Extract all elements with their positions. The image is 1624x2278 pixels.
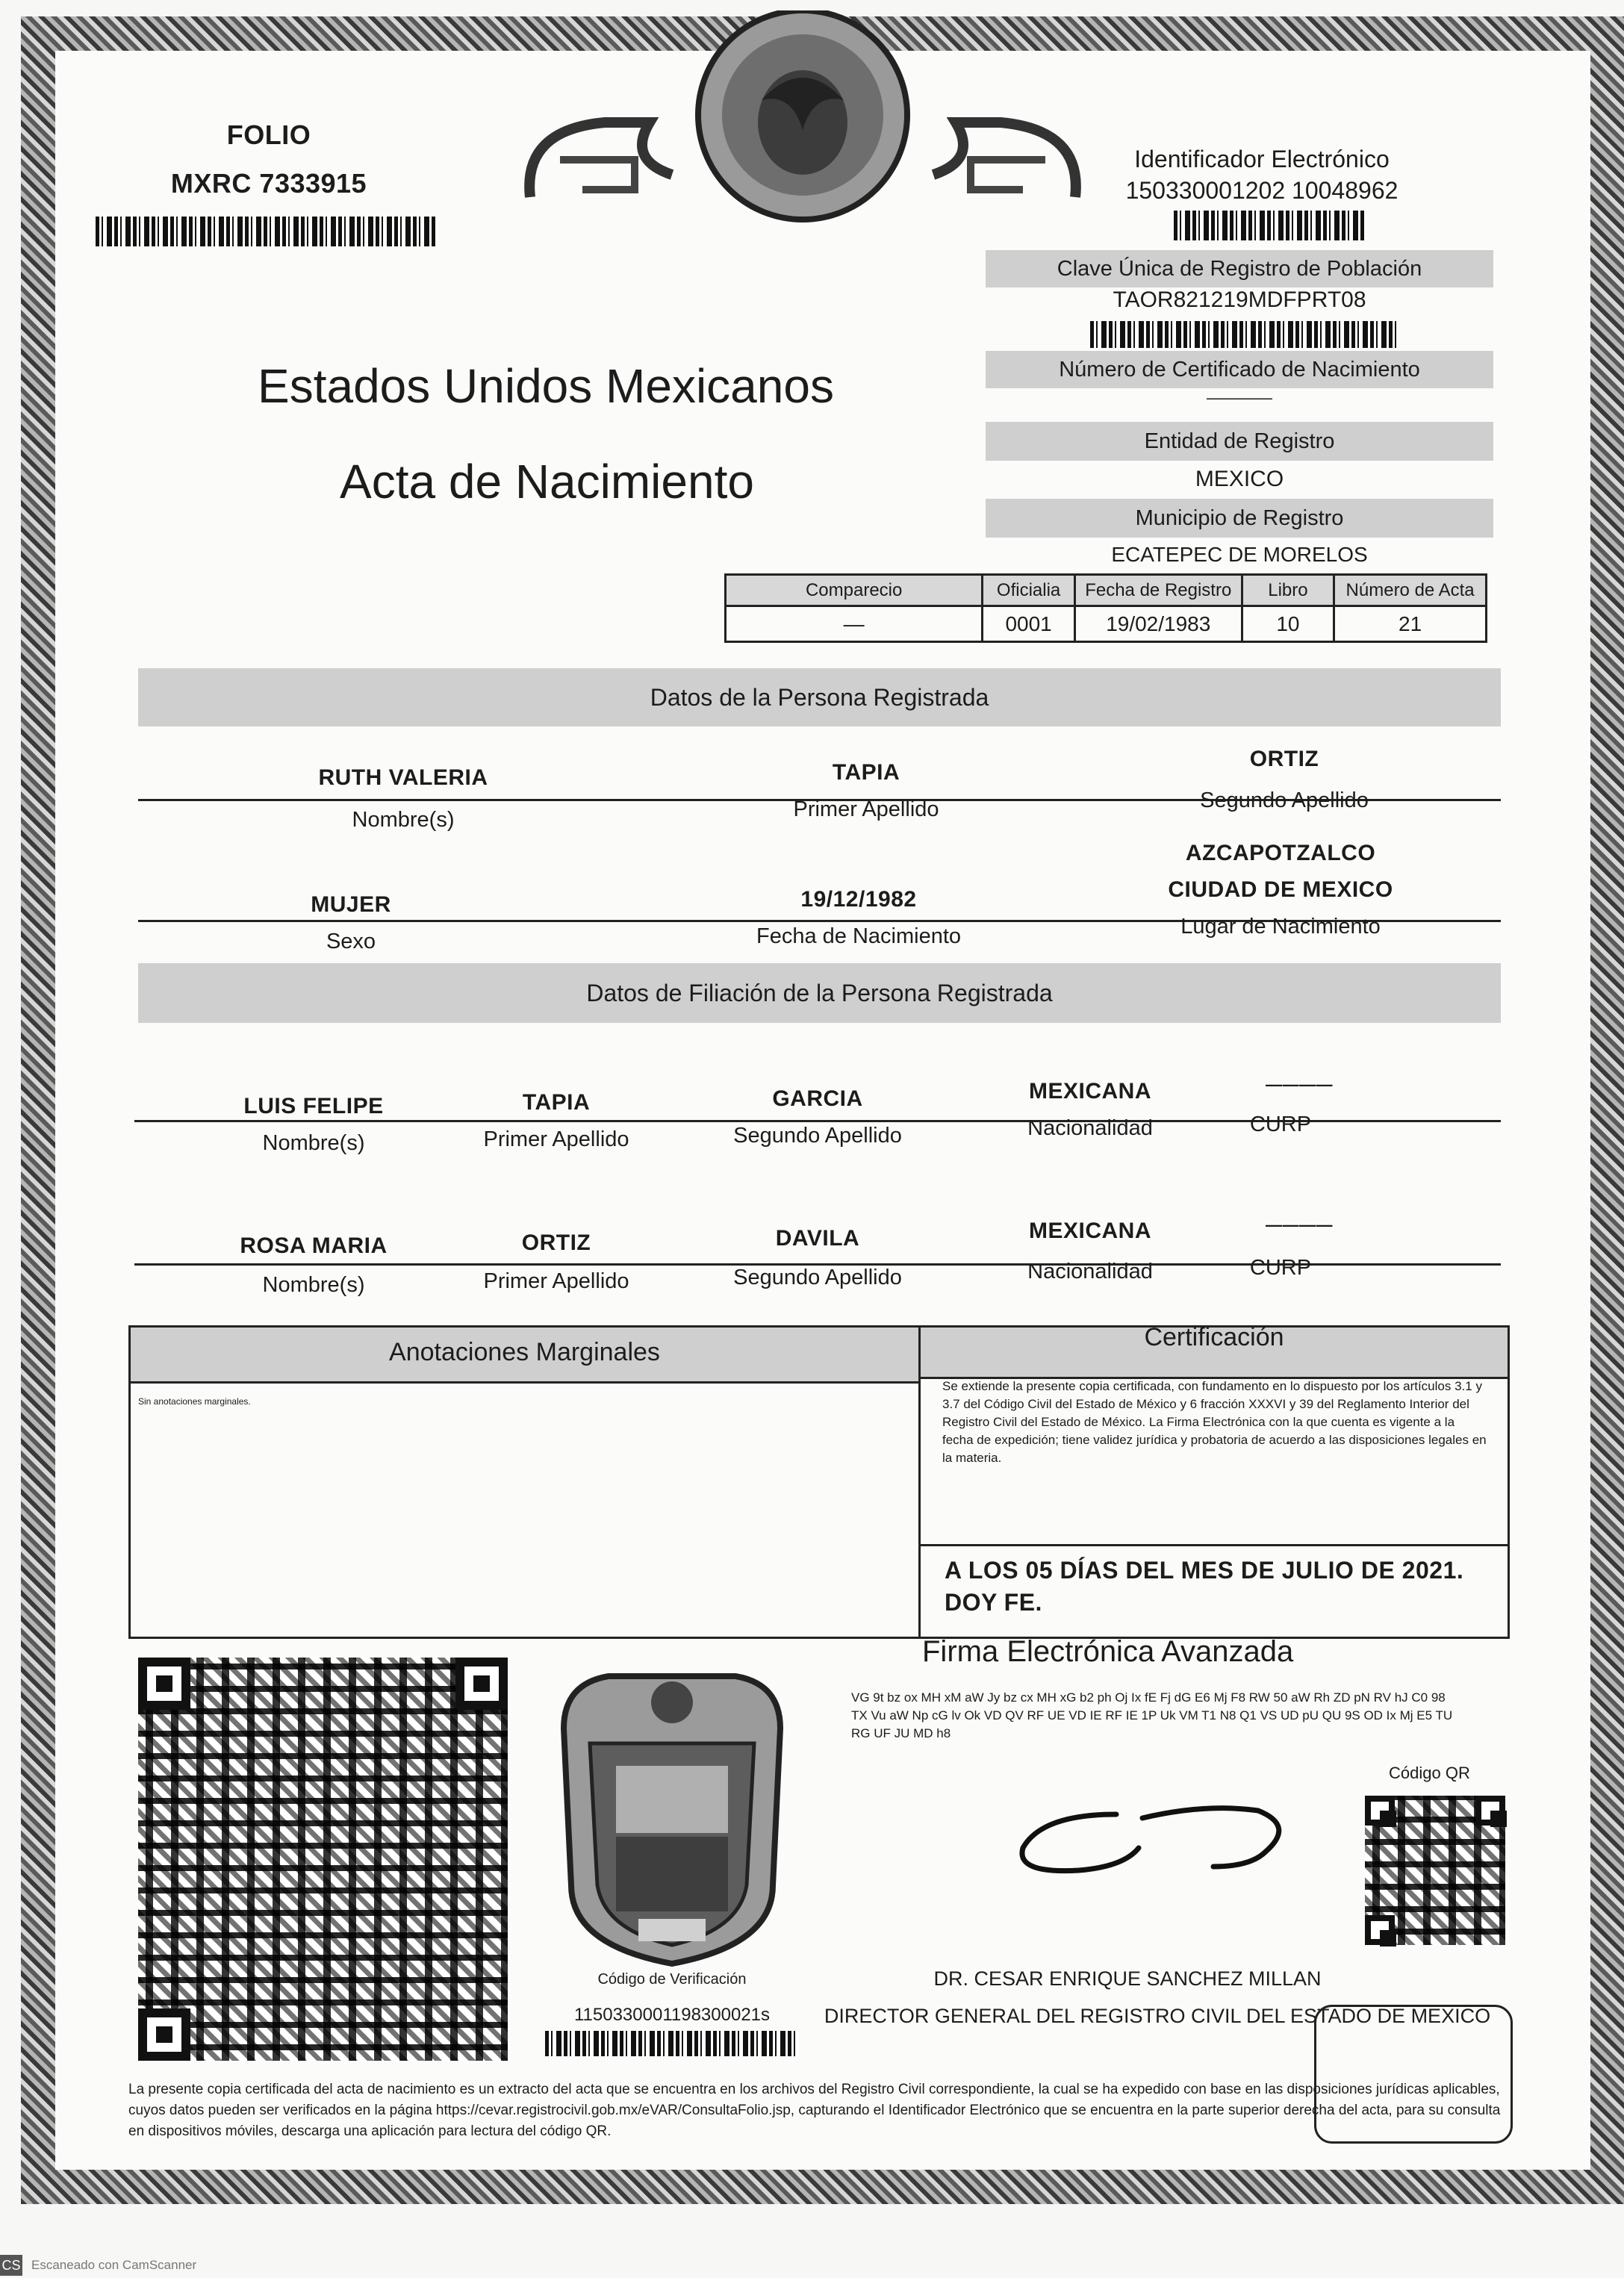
entidad-label: Entidad de Registro [986, 422, 1493, 461]
small-qr-finder-bottom-left [1365, 1915, 1395, 1945]
value-fecha-registro: 19/02/1983 [1074, 606, 1242, 642]
padre-nacionalidad: MEXICANA [1028, 1079, 1151, 1104]
padre-curp-label: CURP [1249, 1112, 1312, 1136]
small-qr-finder-top-left [1365, 1796, 1395, 1826]
value-numero-acta: 21 [1334, 606, 1487, 642]
persona-sexo: MUJER [311, 892, 391, 917]
folio-value: MXRC 7333915 [170, 168, 367, 199]
padre-curp: ———— [1266, 1075, 1333, 1094]
country-title: Estados Unidos Mexicanos [258, 359, 834, 413]
persona-primer-apellido: TAPIA [832, 760, 900, 785]
certificacion-title: Certificación [1144, 1323, 1284, 1351]
header-comparecio: Comparecio [726, 575, 983, 606]
certificacion-text: Se extiende la presente copia certificada, con fundamento en lo dispuesto por los artículos 3.1 y 3.7 del Código Civil del Estado de México y 6 fracción XXXVI y 39 del Reglamento Interior del Registro Civil del Estado de México. La Firma Electrónica con la que cuenta es vigente a la fecha de expedición; tiene validez jurídica y probatoria de acuerdo a las disposiciones legales en la materia. [942, 1379, 1487, 1465]
certificacion-doy-fe: DOY FE. [945, 1589, 1042, 1616]
section-persona-header: Datos de la Persona Registrada [138, 668, 1501, 726]
persona-lugar-label: Lugar de Nacimiento [1180, 915, 1381, 939]
padre-nacionalidad-label: Nacionalidad [1027, 1116, 1153, 1140]
madre-curp: ———— [1266, 1216, 1333, 1234]
madre-segundo-apellido-label: Segundo Apellido [733, 1266, 902, 1289]
firmante-cargo: DIRECTOR GENERAL DEL REGISTRO CIVIL DEL ESTADO DE MEXICO [824, 2005, 1491, 2027]
signature [1012, 1792, 1295, 1889]
small-qr-code [1365, 1796, 1505, 1945]
persona-segundo-apellido: ORTIZ [1249, 747, 1319, 771]
footer-text: La presente copia certificada del acta de nacimiento es un extracto del acta que se encuentra en los archivos del Registro Civil correspondiente, la cual se ha expedido con base en las disposiciones jurídicas aplicables, cuyos datos pueden ser verificados en la página https://cevar.registrocivil.gob.mx/eVAR/ConsultaFolio.jsp, capturando el Identificador Electrónico que se encuentra en la parte superior derecha del acta, para su consulta en dispositivos móviles, descarga una aplicación para lectura del código QR. [128, 2082, 1501, 2139]
persona-sexo-label: Sexo [326, 930, 376, 953]
madre-nacionalidad: MEXICANA [1028, 1219, 1151, 1243]
header-fecha-registro: Fecha de Registro [1074, 575, 1242, 606]
curp-value: TAOR821219MDFPRT08 [1113, 287, 1366, 312]
padre-primer-apellido: TAPIA [522, 1090, 591, 1115]
header-oficialia: Oficialia [983, 575, 1074, 606]
madre-nombre: ROSA MARIA [240, 1233, 388, 1258]
registro-table [724, 573, 1487, 643]
persona-segundo-apellido-label: Segundo Apellido [1200, 788, 1369, 812]
curp-label: Clave Única de Registro de Población [986, 250, 1493, 287]
persona-nombre: RUTH VALERIA [318, 765, 488, 790]
folio-label: FOLIO [226, 119, 311, 150]
firma-code: VG 9t bz ox MH xM aW Jy bz cx MH xG b2 ph Oj Ix fE Fj dG E6 Mj F8 RW 50 aW Rh ZD pN RV hJ C0 98 TX Vu aW Np cG lv Ok VD QV RF UE VD IE RF IE 1P Uk VM T1 N8 Q1 VS UD pU QU 9S OD Ix Mj E5 TU RG UF JU MD h8 [851, 1690, 1453, 1740]
padre-primer-apellido-label: Primer Apellido [483, 1127, 629, 1151]
verificacion-label: Código de Verificación [597, 1971, 747, 1988]
value-oficialia: 0001 [983, 606, 1074, 642]
small-qr-finder-top-right [1475, 1796, 1505, 1826]
state-seal [549, 1661, 795, 1967]
entidad-value: MEXICO [1195, 467, 1284, 491]
value-comparecio: — [726, 606, 983, 642]
header-libro: Libro [1242, 575, 1334, 606]
national-emblem [515, 10, 1090, 227]
madre-primer-apellido: ORTIZ [521, 1230, 591, 1255]
identificador-label: Identificador Electrónico [1134, 146, 1390, 172]
folio-barcode [96, 217, 438, 246]
municipio-label: Municipio de Registro [986, 499, 1493, 538]
qr-finder-bottom-left [138, 2008, 190, 2061]
padre-segundo-apellido-label: Segundo Apellido [733, 1124, 902, 1148]
persona-primer-apellido-label: Primer Apellido [793, 797, 939, 821]
madre-primer-apellido-label: Primer Apellido [483, 1269, 629, 1293]
persona-nombre-label: Nombre(s) [352, 808, 455, 832]
large-qr-code [138, 1658, 508, 2061]
firma-title: Firma Electrónica Avanzada [922, 1635, 1294, 1668]
persona-fecha-label: Fecha de Nacimiento [756, 924, 962, 948]
identificador-value: 150330001202 10048962 [1125, 177, 1399, 204]
certificacion-date-line [921, 1544, 1508, 1546]
padre-nombre-label: Nombre(s) [262, 1131, 365, 1155]
madre-segundo-apellido: DAVILA [775, 1226, 860, 1251]
anotaciones-header-line [131, 1381, 918, 1384]
curp-barcode [1090, 321, 1396, 348]
qr-finder-top-right [455, 1658, 508, 1710]
certificacion-fecha: A LOS 05 DÍAS DEL MES DE JULIO DE 2021. [945, 1557, 1464, 1584]
persona-fecha: 19/12/1982 [800, 887, 917, 912]
camscanner-text: Escaneado con CamScanner [31, 2258, 197, 2272]
identificador-barcode [1174, 211, 1366, 240]
qr-finder-top-left [138, 1658, 190, 1710]
document-title: Acta de Nacimiento [340, 455, 754, 508]
anotaciones-title: Anotaciones Marginales [389, 1338, 660, 1366]
header-numero-acta: Número de Acta [1334, 575, 1487, 606]
certificado-label: Número de Certificado de Nacimiento [986, 351, 1493, 388]
madre-curp-label: CURP [1249, 1256, 1312, 1280]
firmante-nombre: DR. CESAR ENRIQUE SANCHEZ MILLAN [933, 1967, 1322, 1990]
persona-lugar-1: AZCAPOTZALCO [1185, 841, 1376, 865]
padre-segundo-apellido: GARCIA [772, 1086, 863, 1111]
value-libro: 10 [1242, 606, 1334, 642]
persona-lugar-2: CIUDAD DE MEXICO [1168, 877, 1393, 902]
verificacion-value: 1150330001198300021s [573, 2005, 771, 2025]
camscanner-logo: CS [0, 2255, 22, 2276]
qr-small-label: Código QR [1389, 1764, 1470, 1782]
section-filiacion-header: Datos de Filiación de la Persona Registrada [138, 963, 1501, 1023]
verificacion-barcode [545, 2031, 799, 2056]
padre-nombre: LUIS FELIPE [243, 1094, 384, 1118]
madre-nombre-label: Nombre(s) [262, 1273, 365, 1297]
anotaciones-text: Sin anotaciones marginales. [138, 1396, 251, 1407]
municipio-value: ECATEPEC DE MORELOS [1111, 543, 1368, 566]
certificado-value: ———— [1207, 388, 1272, 407]
madre-nacionalidad-label: Nacionalidad [1027, 1260, 1153, 1283]
